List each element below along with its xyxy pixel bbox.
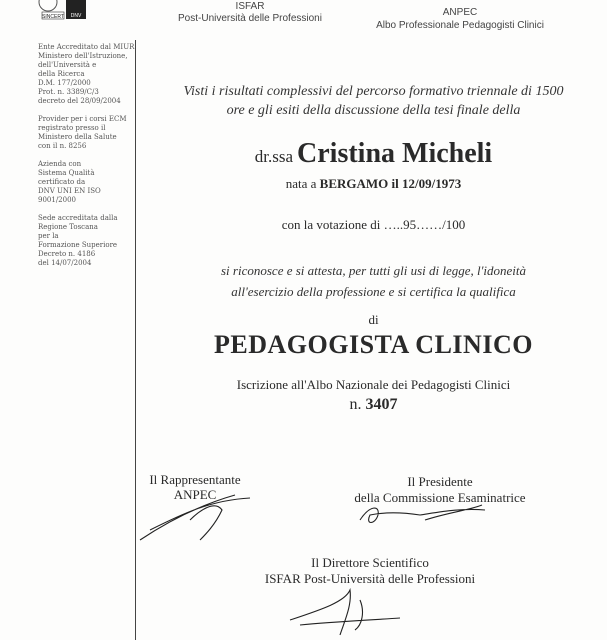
- ecm-block: Provider per i corsi ECM registrato presso il Ministero della Salute con il n. 8256: [38, 115, 127, 150]
- rep-title: Il Rappresentante: [149, 472, 241, 487]
- region-block: Sede accreditata dalla Regione Toscana per la Formazione Superiore Decreto n. 4186 del 14/07/2004: [38, 214, 118, 267]
- di: di: [368, 312, 379, 327]
- dir-org: ISFAR Post-Università delle Professioni: [264, 571, 476, 586]
- svg-text:SINCERT: SINCERT: [42, 14, 64, 20]
- miur-block: Ente Accreditato dal MIUR Ministero dell'Istruzione, dell'Università e della Ricerca D.M. 177/2000 Prot. n. 3389/C/3 decreto del 28/09/2004: [38, 43, 135, 105]
- recognition-line: all'esercizio della professione e si certifica la qualifica: [231, 284, 516, 299]
- qualification: PEDAGOGISTA CLINICO: [214, 330, 533, 359]
- svg-text:DNV: DNV: [70, 13, 82, 19]
- registration: Iscrizione all'Albo Nazionale dei Pedagogisti Clinici: [236, 377, 511, 392]
- quality-block: Azienda con Sistema Qualità certificato da DNV UNI EN ISO 9001/2000: [38, 160, 101, 204]
- anpec-name: ANPEC: [442, 7, 478, 18]
- pres-title: Il Presidente: [407, 474, 473, 489]
- isfar-name: ISFAR: [235, 1, 265, 12]
- intro-line: ore e gli esiti della discussione della tesi finale della: [226, 103, 521, 118]
- name: Cristina Micheli: [297, 138, 493, 169]
- birth-prefix: nata a: [285, 176, 317, 191]
- isfar-subtitle: Post-Università delle Professioni: [178, 13, 322, 24]
- reg-number: 3407: [365, 396, 398, 413]
- birth-place: BERGAMO il 12/09/1973: [319, 176, 462, 191]
- anpec-subtitle: Albo Professionale Pedagogisti Clinici: [376, 20, 544, 31]
- recognition-line: si riconosce e si attesta, per tutti gli usi di legge, l'idoneità: [221, 263, 526, 278]
- dir-title: Il Direttore Scientifico: [311, 555, 429, 570]
- pres-signature: [360, 505, 485, 523]
- grade-label: con la votazione di: [281, 217, 381, 232]
- intro-line: Visti i risultati complessivi del percorso formativo triennale di 1500: [183, 84, 564, 99]
- pres-org: della Commissione Esaminatrice: [354, 490, 526, 505]
- grade-value: …..95……/100: [383, 217, 466, 232]
- title-prefix: dr.ssa: [254, 147, 294, 166]
- rep-signature: [140, 495, 250, 540]
- reg-prefix: n.: [349, 396, 362, 413]
- rep-org: ANPEC: [173, 487, 217, 502]
- dir-signature: [290, 590, 400, 635]
